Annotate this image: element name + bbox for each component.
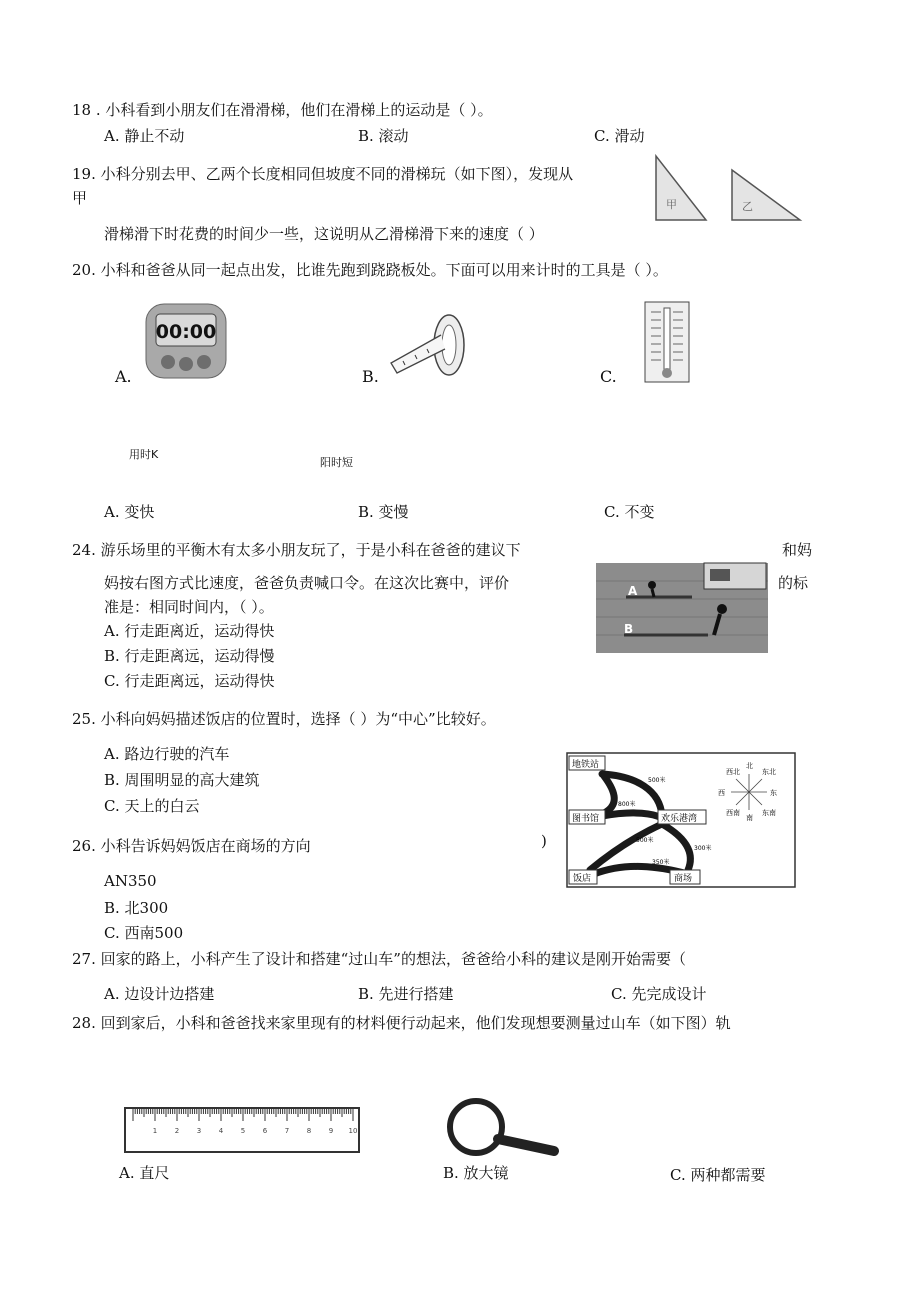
q19-stem-line3: 滑梯滑下时花费的时间少一些，这说明从乙滑梯滑下来的速度（ ） — [104, 225, 544, 243]
q20-option-c[interactable]: C. 不变 — [604, 503, 655, 521]
thermometer-image[interactable] — [643, 300, 691, 384]
q27-stem: 27. 回家的路上，小科产生了设计和搭建“过山车”的想法，爸爸给小科的建议是刚开始需要（ — [72, 950, 686, 968]
ruler-number: 3 — [196, 1127, 202, 1135]
q18-option-c[interactable]: C. 滑动 — [594, 127, 645, 145]
map-label-subway: 地铁站 — [572, 760, 600, 770]
walker-a-head — [648, 581, 656, 589]
slide-jia-triangle — [656, 156, 706, 220]
magnifier-image[interactable] — [440, 1097, 562, 1161]
q18-stem: 18 . 小科看到小朋友们在滑滑梯，他们在滑梯上的运动是（ ）。 — [72, 101, 493, 119]
ruler-number: 6 — [262, 1127, 268, 1135]
magnifier-handle — [498, 1139, 554, 1151]
q26-option-c-clip — [104, 924, 184, 942]
q26-option-b[interactable]: B. 北300 — [104, 899, 169, 917]
thermometer-tube — [664, 308, 670, 370]
map-dist-800: 800米 — [618, 801, 636, 808]
q28-option-c[interactable]: C. 两种都需要 — [670, 1166, 766, 1184]
q26-stem: 26. 小科告诉妈妈饭店在商场的方向 — [72, 837, 311, 855]
photo-inset-figure — [710, 569, 730, 581]
ruler-number: 10 — [348, 1127, 358, 1135]
q25-option-b[interactable]: B. 周围明显的高大建筑 — [104, 771, 260, 789]
compass-south: 南 — [746, 814, 753, 822]
q28-option-b[interactable]: B. 放大镜 — [443, 1164, 509, 1182]
ruler-number: 9 — [328, 1127, 334, 1135]
map-dist-300: 300米 — [694, 845, 712, 852]
compass-west: 西 — [718, 789, 725, 797]
q19-stem-line1: 19. 小科分别去甲、乙两个长度相同但坡度不同的滑梯玩（如下图），发现从 — [72, 165, 574, 183]
walker-b-head — [717, 604, 727, 614]
compass-southeast: 东南 — [762, 809, 776, 817]
q25-option-a[interactable]: A. 路边行驶的汽车 — [104, 745, 230, 763]
q18-option-b[interactable]: B. 滚动 — [358, 127, 409, 145]
timer-button-left — [161, 355, 175, 369]
slide-yi-label: 乙 — [742, 200, 753, 213]
q24-option-b[interactable]: B. 行走距离远，运动得慢 — [104, 647, 275, 665]
q24-option-c[interactable]: C. 行走距离远，运动得快 — [104, 672, 275, 690]
photo-label-a: A — [628, 584, 638, 598]
map-stray-paren: ) — [541, 832, 547, 850]
map-label-restaurant: 饭店 — [573, 874, 592, 884]
compass-northwest: 西北 — [726, 768, 740, 776]
ruler-number: 5 — [240, 1127, 246, 1135]
slide-figure — [650, 152, 805, 224]
magnifier-lens — [450, 1101, 502, 1153]
q24-stem-line1-end: 和妈 — [782, 541, 813, 559]
q20-img-label-a[interactable]: A. — [115, 367, 132, 386]
q27-option-b[interactable]: B. 先进行搭建 — [358, 985, 454, 1003]
compass-lines — [731, 774, 767, 810]
compass-east: 东 — [770, 789, 777, 797]
ruler-image[interactable] — [123, 1105, 363, 1155]
slide-jia-label: 甲 — [666, 198, 677, 211]
q20-note-mid: 阳时短 — [320, 456, 353, 469]
q20-img-label-c[interactable]: C. — [600, 367, 617, 386]
q20-note-left: 用时K — [129, 448, 159, 461]
q27-option-a[interactable]: A. 边设计边搭建 — [104, 985, 215, 1003]
map-dist-500b: 500米 — [636, 837, 654, 844]
map-label-library: 图书馆 — [572, 814, 600, 824]
timer-display: 00:00 — [155, 321, 217, 343]
q25-stem: 25. 小科向妈妈描述饭店的位置时，选择（ ）为“中心”比较好。 — [72, 710, 496, 728]
timer-button-mid — [179, 357, 193, 371]
q28-stem: 28. 回到家后，小科和爸爸找来家里现有的材料便行动起来，他们发现想要测量过山车（如下图）轨 — [72, 1014, 731, 1032]
q20-img-label-b[interactable]: B. — [362, 367, 379, 386]
q19-stem-line2: 甲 — [72, 189, 88, 207]
q24-stem-line2-end: 的标 — [778, 574, 809, 592]
q24-option-a[interactable]: A. 行走距离近，运动得快 — [104, 622, 275, 640]
q24-stem-line3: 准是：相同时间内，（ ）。 — [104, 598, 274, 616]
ruler-number: 2 — [174, 1127, 180, 1135]
route-map — [566, 752, 796, 888]
tape-measure-image[interactable] — [383, 305, 483, 383]
q18-option-a[interactable]: A. 静止不动 — [104, 127, 185, 145]
compass-northeast: 东北 — [762, 768, 776, 776]
photo-label-b: B — [624, 622, 634, 636]
map-dist-350: 350米 — [652, 859, 670, 866]
q27-option-c[interactable]: C. 先完成设计 — [611, 985, 707, 1003]
timer-image[interactable] — [140, 300, 232, 382]
q28-option-a[interactable]: A. 直尺 — [119, 1164, 170, 1182]
timer-button-right — [197, 355, 211, 369]
map-label-mall: 商场 — [674, 874, 693, 884]
q20-option-a[interactable]: A. 变快 — [104, 503, 155, 521]
q20-option-b[interactable]: B. 变慢 — [358, 503, 409, 521]
q20-stem: 20. 小科和爸爸从同一起点出发，比谁先跑到跷跷板处。下面可以用来计时的工具是（ ）。 — [72, 261, 668, 279]
ruler-number: 7 — [284, 1127, 290, 1135]
map-label-harbor: 欢乐港湾 — [661, 814, 698, 824]
compass-southwest: 西南 — [726, 809, 740, 817]
ruler-number: 4 — [218, 1127, 224, 1135]
compass-north: 北 — [746, 762, 753, 770]
balance-beam-photo — [596, 563, 768, 653]
tape-roll-inner — [442, 325, 456, 365]
q25-option-c[interactable]: C. 天上的白云 — [104, 797, 200, 815]
walker-a-body — [652, 589, 654, 597]
q26-option-c[interactable]: C. 西南500 — [104, 924, 184, 942]
thermometer-bulb — [662, 368, 672, 378]
map-dist-500a: 500米 — [648, 777, 666, 784]
q24-stem-line2: 妈按右图方式比速度，爸爸负责喊口令。在这次比赛中，评价 — [104, 574, 510, 592]
q26-option-a[interactable]: AN350 — [104, 872, 157, 890]
q24-stem-line1: 24. 游乐场里的平衡木有太多小朋友玩了，于是小科在爸爸的建议下 — [72, 541, 521, 559]
ruler-number: 1 — [152, 1127, 158, 1135]
ruler-number: 8 — [306, 1127, 312, 1135]
